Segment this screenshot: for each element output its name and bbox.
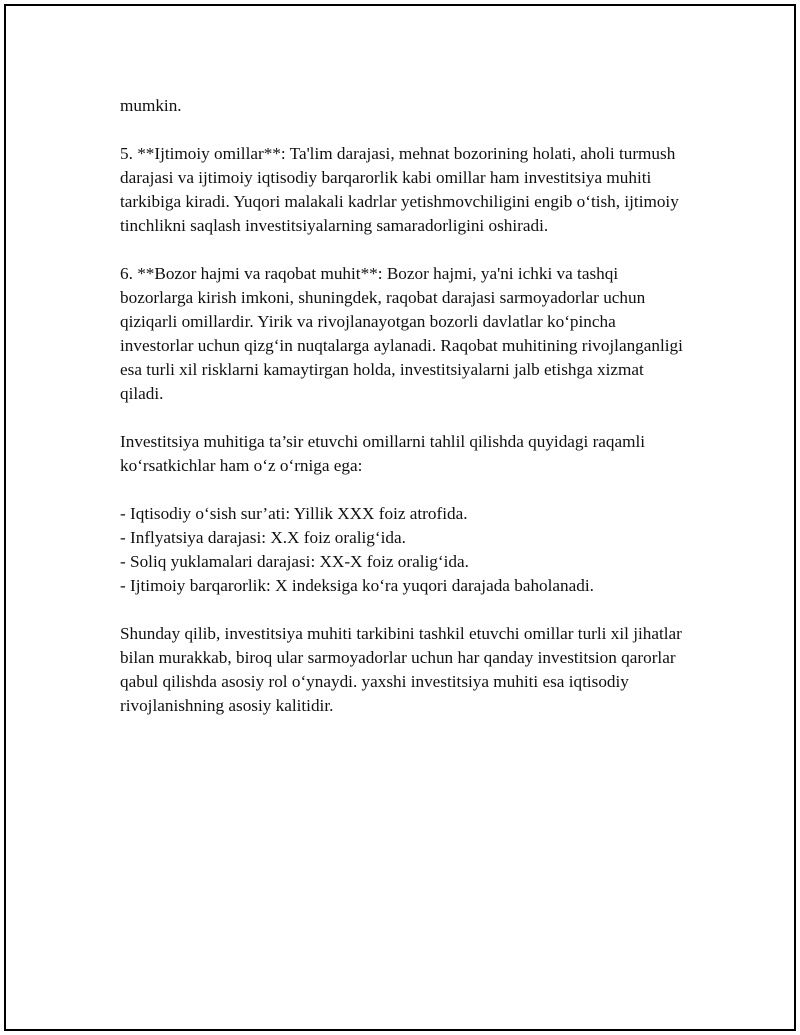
document-page xyxy=(4,4,796,1031)
document-body xyxy=(120,94,690,742)
list-item: - Ijtimoiy barqarorlik: X indeksiga ko‘ra yuqori darajada baholanadi. xyxy=(120,576,594,595)
list-item: - Soliq yuklamalari darajasi: XX-X foiz oralig‘ida. xyxy=(120,552,469,571)
list-item: - Inflyatsiya darajasi: X.X foiz oralig‘ida. xyxy=(120,528,406,547)
paragraph-market-size: 6. **Bozor hajmi va raqobat muhit**: Bozor hajmi, ya'ni ichki va tashqi bozorlarga kirish imkoni, shuningdek, raqobat darajasi sarmoyadorlar uchun qiziqarli omillardir. Yirik va rivojlanayotgan bozorli davlatlar ko‘pincha investorlar uchun qizg‘in nuqtalarga aylanadi. Raqobat muhitining rivojlanganligi esa turli xil risklarni kamaytirgan holda, investitsiyalarni jalb etishga xizmat qiladi. xyxy=(120,264,683,403)
paragraph-conclusion: Shunday qilib, investitsiya muhiti tarkibini tashkil etuvchi omillar turli xil jihatlar bilan murakkab, biroq ular sarmoyadorlar uchun har qanday investitsion qarorlar qabul qilishda asosiy rol o‘ynaydi. yaxshi investitsiya muhiti esa iqtisodiy rivojlanishning asosiy kalitidir. xyxy=(120,624,682,715)
paragraph-continuation: mumkin. xyxy=(120,96,182,115)
indicator-list xyxy=(120,502,690,598)
paragraph-indicators-intro: Investitsiya muhitiga ta’sir etuvchi omillarni tahlil qilishda quyidagi raqamli ko‘rsatkichlar ham o‘z o‘rniga ega: xyxy=(120,432,646,475)
list-item: - Iqtisodiy o‘sish sur’ati: Yillik XXX foiz atrofida. xyxy=(120,504,468,523)
paragraph-social-factors: 5. **Ijtimoiy omillar**: Ta'lim darajasi, mehnat bozorining holati, aholi turmush darajasi va ijtimoiy iqtisodiy barqarorlik kabi omillar ham investitsiya muhiti tarkibiga kiradi. Yuqori malakali kadrlar yetishmovchiligini engib o‘tish, ijtimoiy tinchlikni saqlash investitsiyalarning samaradorligini oshiradi. xyxy=(120,144,679,235)
